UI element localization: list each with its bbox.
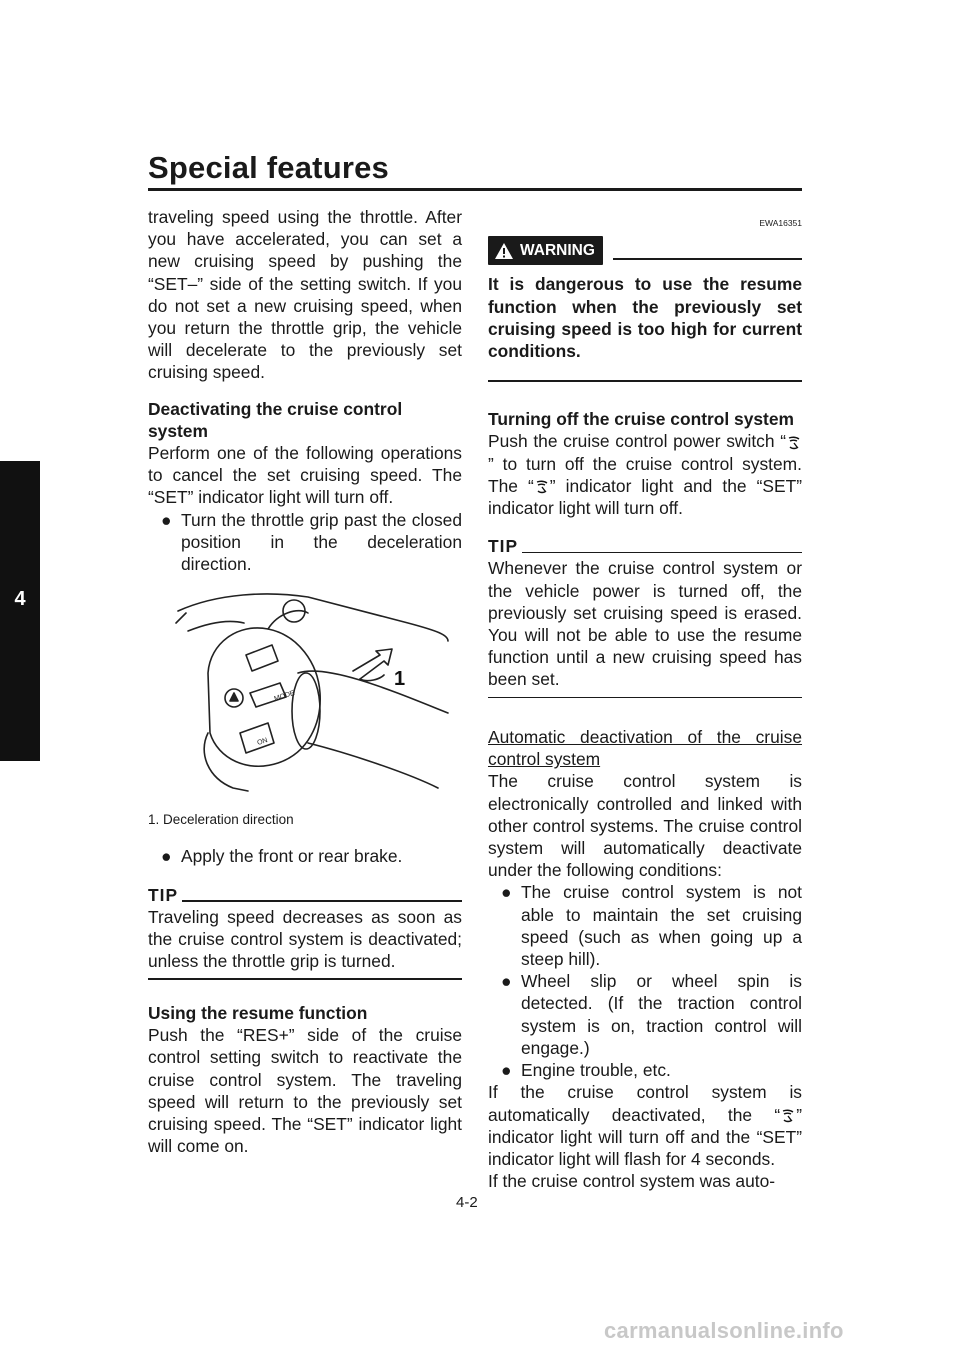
tip-end-rule bbox=[148, 978, 462, 980]
warning-end-rule bbox=[488, 380, 802, 383]
handlebar-illustration bbox=[148, 583, 458, 801]
tip-header bbox=[488, 535, 802, 557]
auto-deactivation-heading: Automatic deactivation of the cruise control system bbox=[488, 727, 802, 770]
chapter-tab-number: 4 bbox=[14, 588, 26, 610]
warning-header bbox=[488, 236, 802, 265]
title-rule bbox=[148, 188, 802, 191]
tip-label: TIP bbox=[488, 536, 519, 557]
tip-body: Whenever the cruise control system or the vehicle power is turned off, the previously set cruising speed is erased. You will not be able to use the resume function until a new cruising speed has been set. bbox=[488, 558, 802, 690]
bullet-text: Apply the front or rear brake. bbox=[181, 846, 403, 867]
turnoff-text: ” to turn off the cruise control system. The “ bbox=[488, 453, 802, 496]
handlebar-figure bbox=[148, 583, 458, 801]
figure-callout: 1 bbox=[394, 668, 406, 691]
final-text: If the cruise control system is automatically deactivated, the “ bbox=[488, 1082, 802, 1125]
turnoff-heading: Turning off the cruise control system bbox=[488, 409, 794, 430]
turnoff-body bbox=[488, 430, 802, 519]
figure-label-mode: MODE bbox=[273, 690, 296, 704]
warning-body: It is dangerous to use the resume function when the previously set cruising speed is too high for current conditions. bbox=[488, 274, 802, 362]
list-item bbox=[148, 509, 462, 576]
figure-caption: 1. Deceleration direction bbox=[148, 812, 294, 828]
list-item bbox=[148, 845, 462, 867]
intro-paragraph: traveling speed using the throttle. After you have accelerated, you can set a new cruising speed by pushing the “SET–” side of the setting switch. If you do not set a new cruising speed, when you return the throttle grip, the vehicle will decelerate to the previously set cruising speed. bbox=[148, 207, 462, 383]
cruise-control-icon bbox=[534, 479, 550, 495]
left-column bbox=[148, 206, 462, 1157]
turnoff-text: ” indicator light and the “SET” indicator light will turn off. bbox=[488, 475, 802, 518]
footer-watermark: carmanualsonline.info bbox=[604, 1318, 844, 1343]
list-item bbox=[488, 1059, 802, 1081]
cruise-control-icon bbox=[786, 435, 802, 451]
auto-continued-paragraph: If the cruise control system was auto- bbox=[488, 1171, 776, 1192]
warning-triangle-icon bbox=[494, 242, 514, 260]
warning-badge bbox=[488, 236, 603, 265]
warning-label: WARNING bbox=[520, 242, 595, 260]
bullet-text: Engine trouble, etc. bbox=[521, 1060, 671, 1081]
tip-body: Traveling speed decreases as soon as the cruise control system is deactivated; unless the throttle grip is turned. bbox=[148, 906, 462, 972]
list-item bbox=[488, 970, 802, 1059]
bullet-text: Turn the throttle grip past the closed position in the deceleration direction. bbox=[181, 509, 462, 575]
deactivating-body: Perform one of the following operations to cancel the set cruising speed. The “SET” indicator light will turn off. bbox=[148, 443, 462, 508]
right-column bbox=[488, 206, 802, 1192]
auto-deactivation-body: The cruise control system is electronically controlled and linked with other control systems. The cruise control system will automatically deactivate under the following conditions: bbox=[488, 771, 802, 881]
tip-header bbox=[148, 884, 462, 906]
auto-final-paragraph bbox=[488, 1081, 802, 1170]
turnoff-text: Push the cruise control power switch “ bbox=[488, 431, 786, 452]
final-text: ” indicator light will turn off and the “SET” indicator light will flash for 4 seconds. bbox=[488, 1104, 802, 1169]
bullet-text: Wheel slip or wheel spin is detected. (If the traction control system is on, traction control will engage.) bbox=[521, 971, 802, 1058]
chapter-tab bbox=[0, 461, 40, 761]
deactivating-heading: Deactivating the cruise control system bbox=[148, 398, 403, 441]
page-title: Special features bbox=[148, 150, 389, 185]
warning-rule bbox=[613, 258, 802, 261]
list-item bbox=[488, 881, 802, 970]
bullet-icon: ● bbox=[161, 846, 172, 867]
cruise-control-icon bbox=[780, 1108, 796, 1124]
tip-rule bbox=[182, 900, 462, 902]
bullet-text: The cruise control system is not able to maintain the set cruising speed (such as when going up a steep hill). bbox=[521, 882, 802, 970]
tip-label: TIP bbox=[148, 884, 179, 905]
figure-label-on: ON bbox=[256, 737, 269, 748]
bullet-icon: ● bbox=[501, 1060, 512, 1081]
page-number: 4-2 bbox=[456, 1194, 478, 1211]
tip-end-rule bbox=[488, 697, 802, 699]
resume-body: Push the “RES+” side of the cruise control setting switch to reactivate the cruise control system. The traveling speed will return to the previously set cruising speed. The “SET” indicator light will come on. bbox=[148, 1025, 462, 1157]
bullet-icon: ● bbox=[501, 971, 512, 992]
resume-heading: Using the resume function bbox=[148, 1002, 368, 1023]
bullet-icon: ● bbox=[501, 882, 512, 903]
tip-rule bbox=[522, 552, 802, 554]
bullet-icon: ● bbox=[161, 509, 172, 530]
warning-code: EWA16351 bbox=[759, 218, 802, 228]
